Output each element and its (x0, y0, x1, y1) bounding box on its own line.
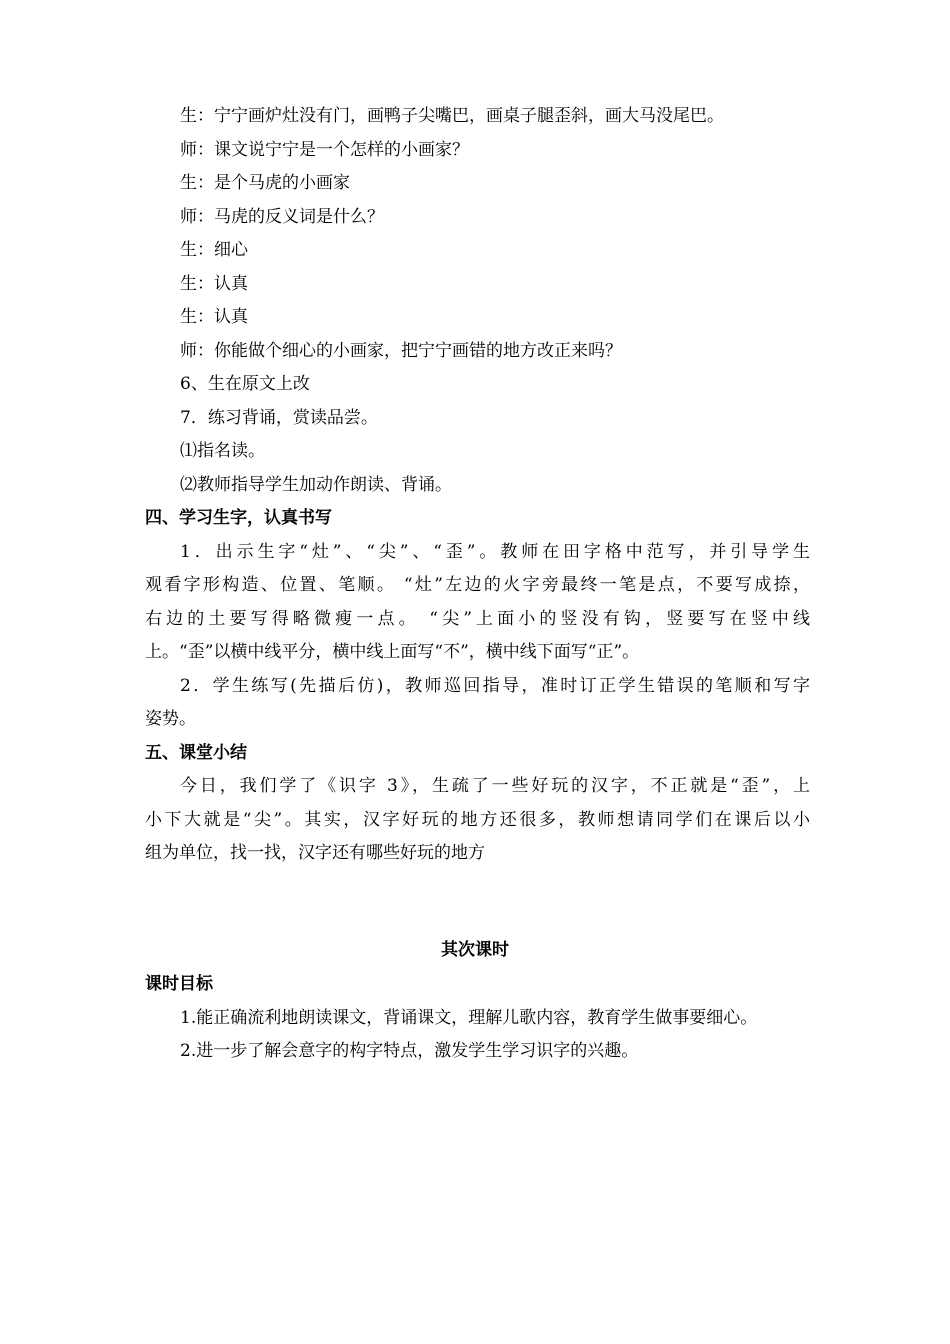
goals-heading: 课时目标 (145, 974, 213, 994)
dialogue-line: 生：认真 (180, 274, 248, 294)
step-line: 6、生在原文上改 (180, 374, 310, 394)
paragraph-line: 2．学生练写(先描后仿)，教师巡回指导，准时订正学生错误的笔顺和写字 (180, 676, 810, 696)
paragraph-line: 今日，我们学了《识字 3》，生疏了一些好玩的汉字，不正就是“歪”，上 (180, 776, 810, 796)
step-line: ⑴指名读。 (180, 441, 265, 461)
dialogue-line: 生：宁宁画炉灶没有门，画鸭子尖嘴巴，画桌子腿歪斜，画大马没尾巴。 (180, 106, 724, 126)
dialogue-line: 师：马虎的反义词是什么？ (180, 207, 384, 227)
dialogue-line: 师：课文说宁宁是一个怎样的小画家？ (180, 140, 469, 160)
paragraph-line: 组为单位，找一找，汉字还有哪些好玩的地方 (145, 843, 485, 863)
paragraph-line: 上。“歪”以横中线平分，横中线上面写“不”，横中线下面写“正”。 (145, 642, 640, 662)
step-line: 7．练习背诵，赏读品尝。 (180, 408, 378, 428)
paragraph-line: 小下大就是“尖”。其实，汉字好玩的地方还很多，教师想请同学们在课后以小 (145, 810, 810, 830)
paragraph-line: 姿势。 (145, 709, 196, 729)
step-line: ⑵教师指导学生加动作朗读、背诵。 (180, 475, 452, 495)
goal-item: 2.进一步了解会意字的构字特点，激发学生学习识字的兴趣。 (180, 1041, 639, 1061)
dialogue-line: 师：你能做个细心的小画家，把宁宁画错的地方改正来吗？ (180, 341, 622, 361)
paragraph-line: 1．出示生字“灶”、“尖”、“歪”。教师在田字格中范写，并引导学生 (180, 542, 810, 562)
dialogue-line: 生：认真 (180, 307, 248, 327)
section-heading: 四、学习生字，认真书写 (145, 508, 332, 528)
dialogue-line: 生：是个马虎的小画家 (180, 173, 350, 193)
paragraph-line: 观看字形构造、位置、笔顺。 “灶”左边的火字旁最终一笔是点，不要写成捺， (145, 575, 810, 595)
goal-item: 1.能正确流利地朗读课文，背诵课文，理解儿歌内容，教育学生做事要细心。 (180, 1008, 758, 1028)
paragraph-line: 右边的土要写得略微瘦一点。 “尖”上面小的竖没有钩，竖要写在竖中线 (145, 609, 810, 629)
dialogue-line: 生：细心 (180, 240, 248, 260)
section-heading: 五、课堂小结 (145, 743, 247, 763)
lesson-title: 其次课时 (441, 940, 509, 960)
